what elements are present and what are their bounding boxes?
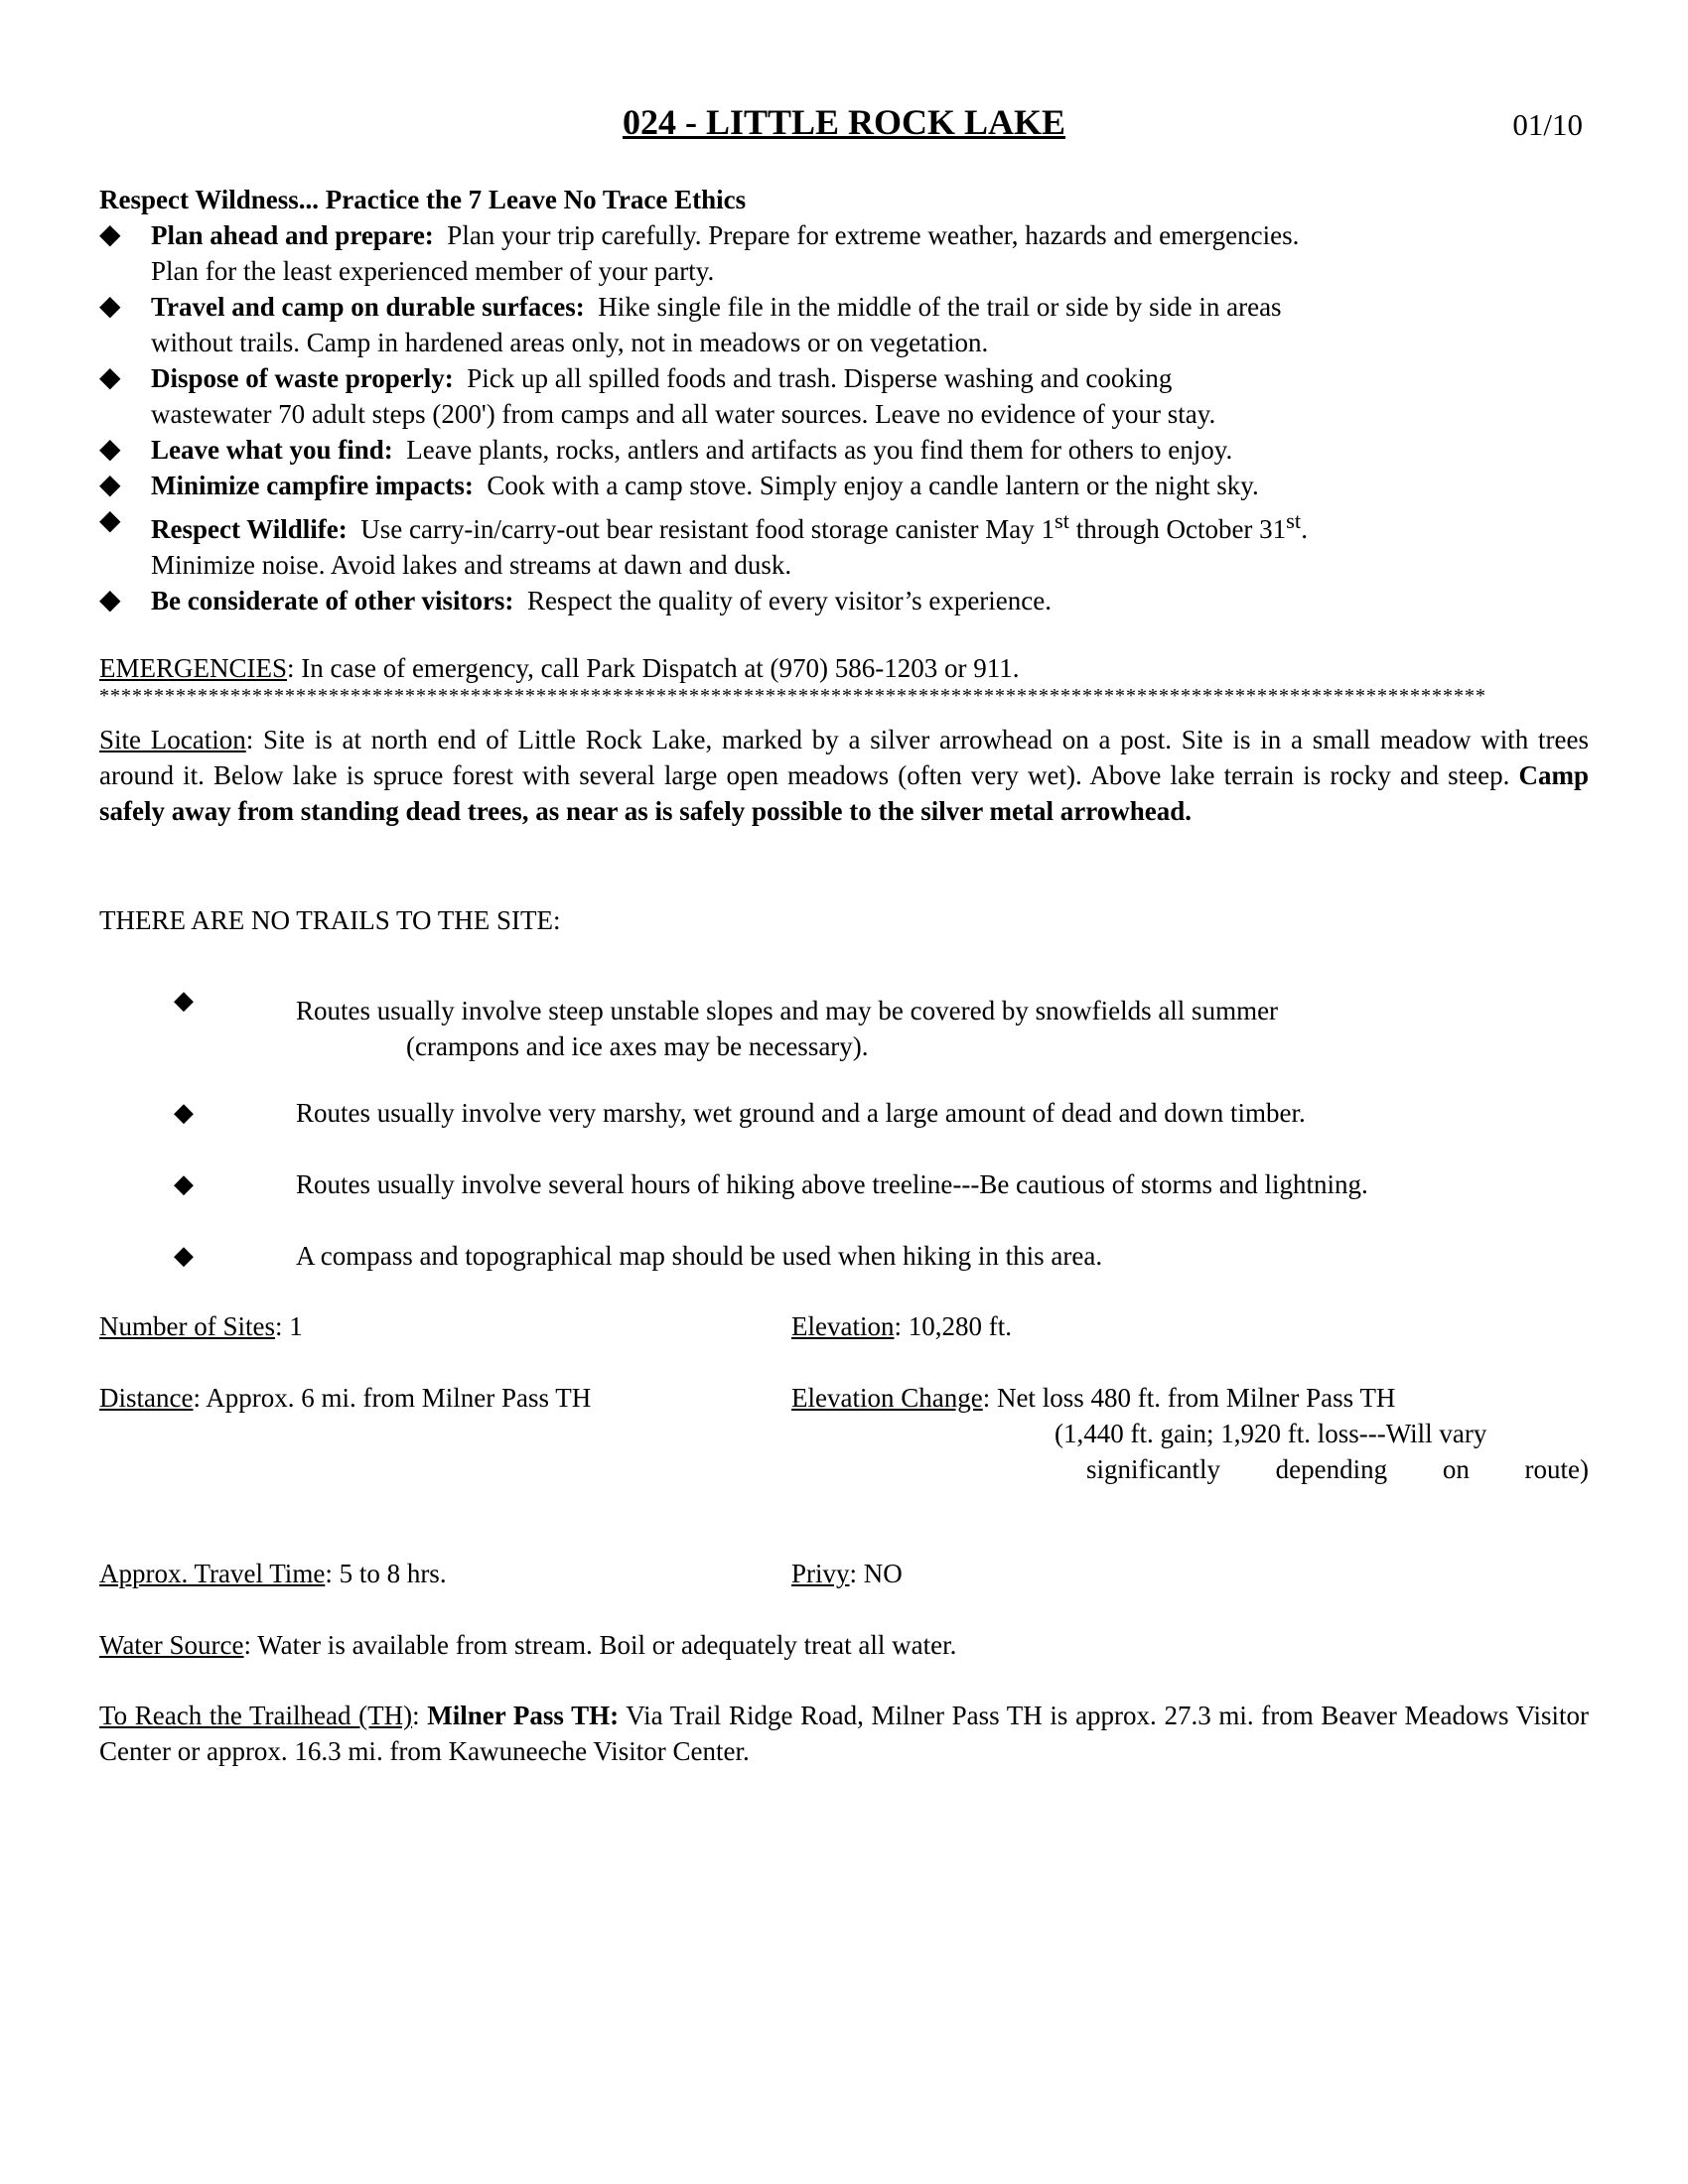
ethics-item: ◆ Respect Wildlife: Use carry-in/carry-out bear resistant food storage canister May 1st through October 31st. Minimize noise. Avoid lakes and streams at dawn and dusk. [99,505,1308,580]
date-code: 01/10 [1512,107,1583,142]
ethics-item: ◆ Travel and camp on durable surfaces: Hike single file in the middle of the trail or side by side in areas without trails. Camp in hardened areas only, not in meadows or on vegetation. [99,291,1282,357]
asterisk-separator: ******************************************************************************************************************************* [99,685,1486,707]
diamond-bullet-icon: ◆ [174,986,194,1015]
site-location: Site Location: Site is at north end of Little Rock Lake, marked by a silver arrowhead on a post. Site is in a small meadow with trees around it. Below lake is spruce forest with several large open meadows (often very wet). Above lake terrain is rocky and steep. Camp safely away from standing dead trees, as near as is safely possible to the silver metal arrowhead. [99,725,1590,826]
page-title: 024 - LITTLE ROCK LAKE [622,102,1066,142]
ethics-heading: Respect Wildness... Practice the 7 Leave No Trace Ethics [99,185,747,214]
document-page: 024 - LITTLE ROCK LAKE 01/10 Respect Wildness... Practice the 7 Leave No Trace Ethics ◆ Plan ahead and prepare: Plan your trip carefully. Prepare for extreme weather, hazards and emergencies. Plan for the least experienced member of your party. ◆ Travel and camp on durable surfaces: Hike single file in the middle of the trail or side by side in areas without trails. Camp in hardened areas only, not in meadows or on vegetation. ◆ Dispose of waste properly: Pick up all spilled foods and trash. Disperse washing and cooking wastewater 70 adult steps (200') from camps and all water sources. Leave no evidence of your stay. ◆ Leave what you find: Leave plants, rocks, antlers and artifacts as you find them for others to enjoy. ◆ Minimize campfire impacts: Cook with a camp stove. Simply enjoy a candle lantern or the night sky. ◆ Respect Wildlife: Use carry-in/carry-out bear resistant food storage canister May 1st through October 31st. Minimize noise. Avoid lakes and streams at dawn and dusk. ◆ Be considerate of other visitors: Respect the quality of every visitor’s experience. EMERGENCIES: In case of emergency, call Park Dispatch at (970) 586-1203 or 911. ******************************************************************************************************************************* Site Location: Site is at north end of Little Rock Lake, marked by a silver arrowhead on a post. Site is in a small meadow with trees around it. Below lake is spruce forest with several large open meadows (often very wet). Above lake terrain is rocky and steep. Camp safely away from standing dead trees, as near as is safely possible to the silver metal arrowhead. THERE ARE NO TRAILS TO THE SITE: ◆ Routes usually involve steep unstable slopes and may be covered by snowfields all summer (crampons and ice axes may be necessary). ◆ Routes usually involve very marshy, wet ground and a large amount of dead and down timber. ◆ Routes usually involve several hours of hiking above treeline---Be cautious of storms and lightning. ◆ A compass and topographical map should be used when hiking in this area. Number of Sites: 1 Elevation: 10,280 ft. Distance: Approx. 6 mi. from Milner Pass TH Elevation Change: Net loss 480 ft. from Milner Pass TH (1,440 ft. gain; 1,920 ft. loss---Will vary significantly depending on route) Approx. Travel Time: 5 to 8 hrs. Privy: NO Water Source: Water is available from stream. Boil or adequately treat all water. To Reach the Trailhead (TH): Milner Pass TH: Via Trail Ridge Road, Milner Pass TH is approx. 27.3 mi. from Beaver Meadows Visitor Center or approx. 16.3 mi. from Kawuneeche Visitor Center. [99,0,1589,2184]
diamond-bullet-icon: ◆ [174,1098,194,1127]
diamond-bullet-icon: ◆ [99,585,121,615]
site-location-label: Site Location [99,725,246,754]
emergencies-line: EMERGENCIES: In case of emergency, call Park Dispatch at (970) 586-1203 or 911. [99,653,1020,683]
ethics-item: ◆ Leave what you find: Leave plants, rocks, antlers and artifacts as you find them for others to enjoy. [99,432,1589,468]
trailhead-directions: To Reach the Trailhead (TH): Milner Pass TH: Via Trail Ridge Road, Milner Pass TH is approx. 27.3 mi. from Beaver Meadows Visitor Center or approx. 16.3 mi. from Kawuneeche Visitor Center. [99,1701,1589,1766]
diamond-bullet-icon: ◆ [99,291,121,322]
diamond-bullet-icon: ◆ [99,362,121,393]
emergencies-label: EMERGENCIES [99,653,287,683]
ethics-item: ◆ Plan ahead and prepare: Plan your trip carefully. Prepare for extreme weather, hazards and emergencies. Plan for the least experienced member of your party. [99,219,1300,286]
diamond-bullet-icon: ◆ [174,1169,194,1198]
diamond-bullet-icon: ◆ [99,470,121,500]
ethics-item: ◆ Dispose of waste properly: Pick up all spilled foods and trash. Disperse washing and cooking wastewater 70 adult steps (200') from camps and all water sources. Leave no evidence of your stay. [99,362,1216,429]
water-source: Water Source: Water is available from stream. Boil or adequately treat all water. [99,1630,957,1660]
diamond-bullet-icon: ◆ [99,505,121,536]
elevation: Elevation: 10,280 ft. [791,1311,1012,1341]
privy: Privy: NO [791,1559,903,1588]
ethics-item: ◆ Be considerate of other visitors: Respect the quality of every visitor’s experience. [99,583,1589,618]
diamond-bullet-icon: ◆ [99,434,121,465]
distance: Distance: Approx. 6 mi. from Milner Pass TH [99,1383,592,1413]
ethics-item: ◆ Minimize campfire impacts: Cook with a camp stove. Simply enjoy a candle lantern or the night sky. [99,468,1589,503]
no-trails-heading: THERE ARE NO TRAILS TO THE SITE: [99,905,561,935]
elevation-change: Elevation Change: Net loss 480 ft. from Milner Pass TH (1,440 ft. gain; 1,920 ft. loss---Will vary significantly depending on route) [791,1383,1589,1484]
travel-time: Approx. Travel Time: 5 to 8 hrs. [99,1559,447,1588]
diamond-bullet-icon: ◆ [99,219,121,250]
ethics-list [99,217,1589,618]
number-of-sites: Number of Sites: 1 [99,1311,303,1341]
diamond-bullet-icon: ◆ [174,1241,194,1270]
